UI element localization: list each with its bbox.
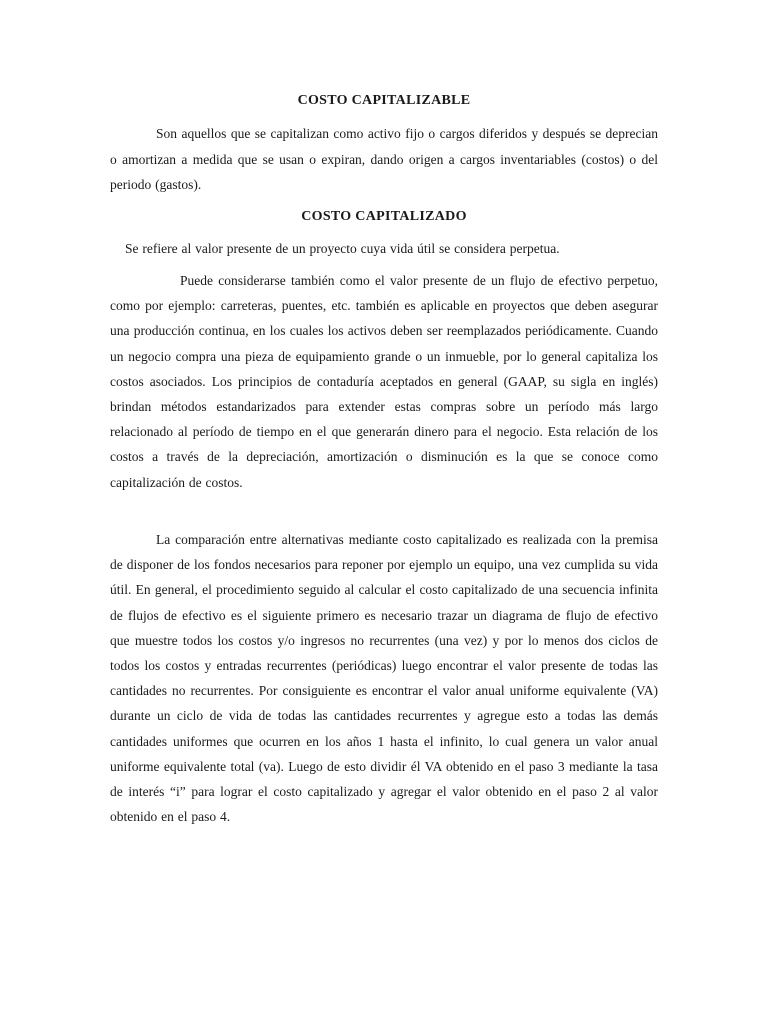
heading-costo-capitalizable: COSTO CAPITALIZABLE	[297, 93, 471, 108]
paragraph-procedure: La comparación entre alternativas mediante costo capitalizado es realizada con la premisa de disponer de los fondos necesarios para reponer por ejemplo un equipo, una vez cumplida su vida útil. En general, el procedimiento seguido al calcular el costo capitalizado de una secuencia infinita de flujos de efectivo es el siguiente primero es necesario trazar un diagrama de flujo de efectivo que muestre todos los costos y/o ingresos no recurrentes (una vez) y por lo menos dos ciclos de todos los costos y entradas recurrentes (periódicas) luego encontrar el valor presente de todas las cantidades no recurrentes. Por consiguiente es encontrar el valor anual uniforme equivalente (VA) durante un ciclo de vida de todas las cantidades recurrentes y agregue esto a todas las demás cantidades uniformes que ocurren en los años 1 hasta el infinito, lo cual genera un valor anual uniforme equivalente total (va). Luego de esto dividir él VA obtenido en el paso 3 mediante la tasa de interés “i” para lograr el costo capitalizado y agregar el valor obtenido en el paso 2 al valor obtenido en el paso 4.	[110, 532, 658, 825]
heading-costo-capitalizado: COSTO CAPITALIZADO	[301, 209, 467, 224]
paragraph-explanation: Puede considerarse también como el valor presente de un flujo de efectivo perpetuo, como por ejemplo: carreteras, puentes, etc. también es aplicable en proyectos que deben asegurar una producción continua, en los cuales los activos deben ser reemplazados periódicamente. Cuando un negocio compra una pieza de equipamiento grande o un inmueble, por lo general capitaliza los costos asociados. Los principios de contaduría aceptados en general (GAAP, su sigla en inglés) brindan métodos estandarizados para extender estas compras sobre un período más largo relacionado al período de tiempo en el que generarán dinero para el negocio. Esta relación de los costos a través de la depreciación, amortización o disminución es la que se conoce como capitalización de costos.	[110, 273, 658, 490]
paragraph-definition-capitalizado: Se refiere al valor presente de un proyecto cuya vida útil se considera perpetua.	[125, 241, 560, 256]
paragraph-definition-capitalizable: Son aquellos que se capitalizan como activo fijo o cargos diferidos y después se deprecian o amortizan a medida que se usan o expiran, dando origen a cargos inventariables (costos) o del periodo (gastos).	[110, 126, 658, 193]
